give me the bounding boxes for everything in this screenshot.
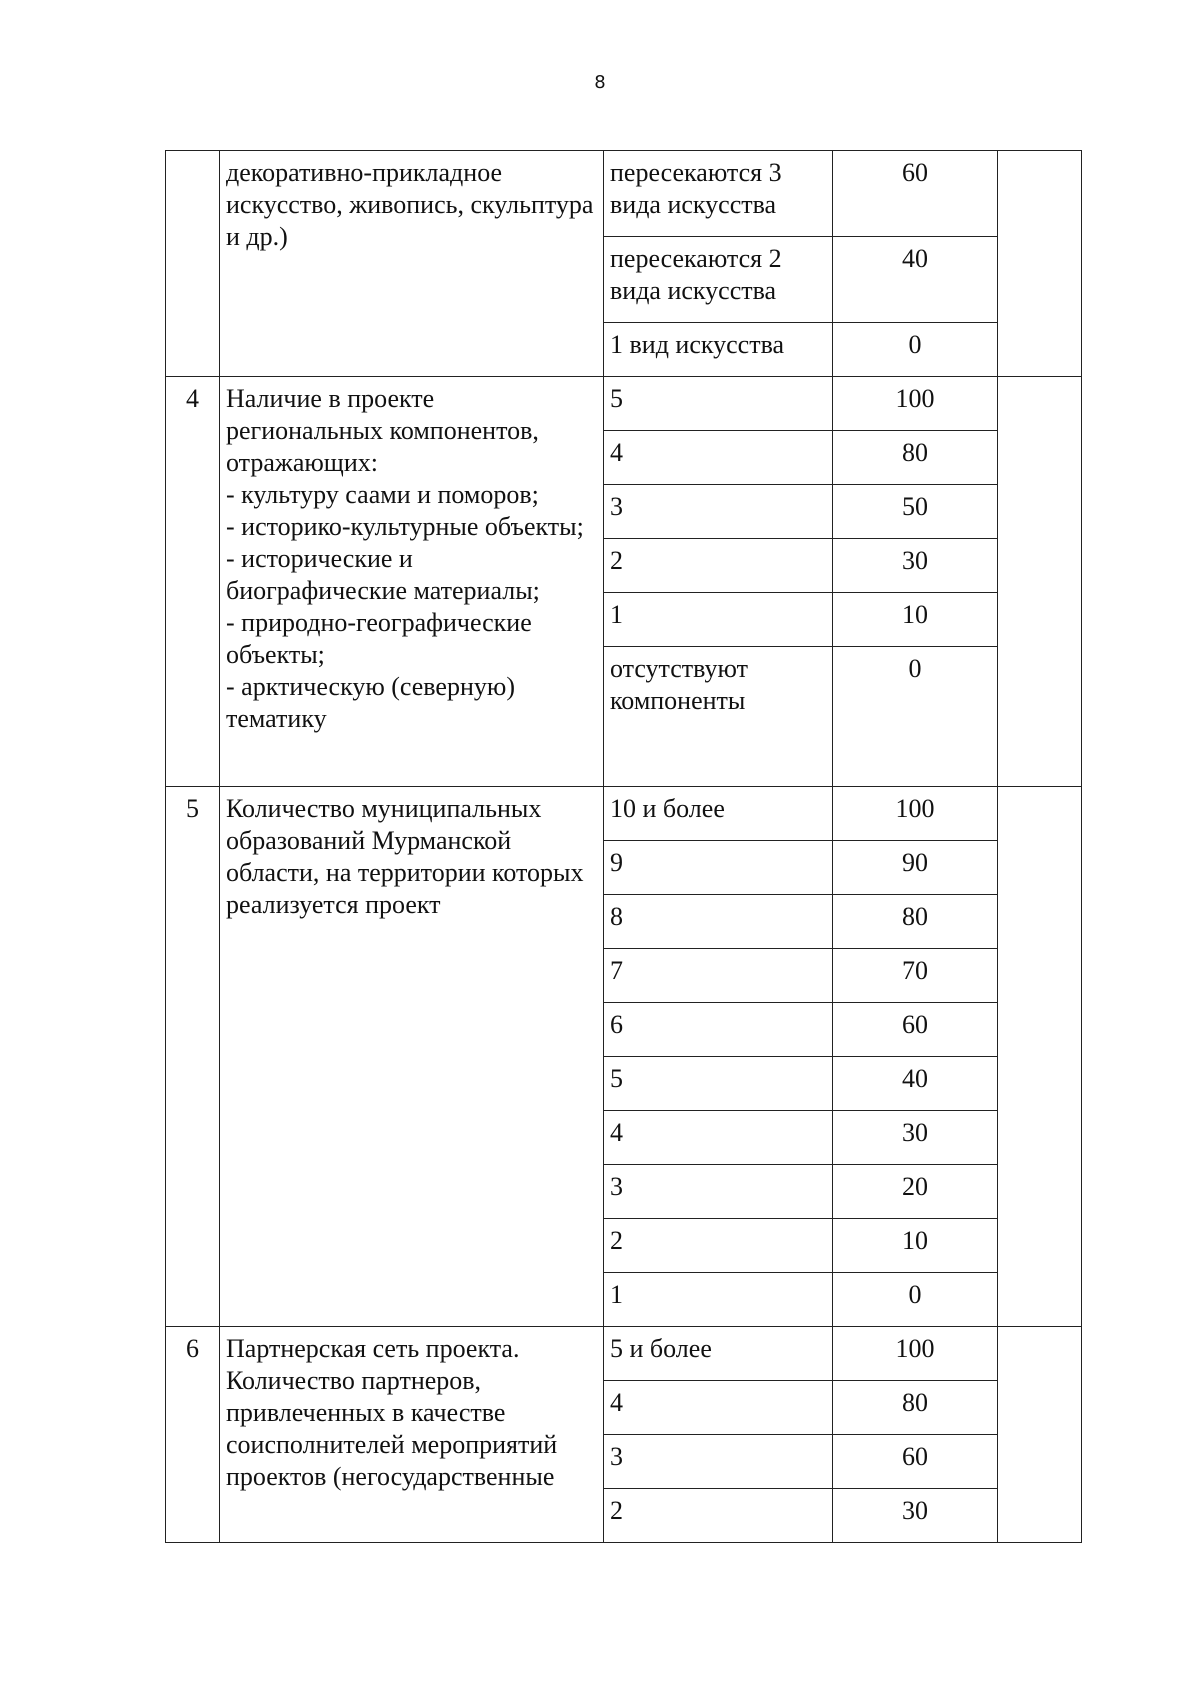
score-cell: 80: [833, 431, 998, 485]
condition-cell: 1: [604, 593, 833, 647]
condition-cell: 3: [604, 485, 833, 539]
condition-cell: 9: [604, 841, 833, 895]
score-cell: 20: [833, 1165, 998, 1219]
table-row: [166, 377, 1082, 431]
score-cell: 100: [833, 787, 998, 841]
condition-cell: 3: [604, 1165, 833, 1219]
condition-cell: 8: [604, 895, 833, 949]
score-cell: 30: [833, 1489, 998, 1543]
condition-cell: 2: [604, 1219, 833, 1273]
condition-cell: пересекаются 3 вида искусства: [604, 151, 833, 237]
blank-cell: [998, 1327, 1082, 1543]
score-cell: 40: [833, 237, 998, 323]
condition-cell: пересекаются 2 вида искусства: [604, 237, 833, 323]
condition-cell: 10 и более: [604, 787, 833, 841]
page-number: 8: [594, 72, 606, 93]
condition-cell: 2: [604, 539, 833, 593]
table-row: [166, 1327, 1082, 1381]
condition-cell: отсутствуют компоненты: [604, 647, 833, 787]
blank-cell: [998, 377, 1082, 787]
condition-cell: 6: [604, 1003, 833, 1057]
condition-cell: 1: [604, 1273, 833, 1327]
criterion-number: [166, 151, 220, 377]
score-cell: 10: [833, 1219, 998, 1273]
table-row: [166, 787, 1082, 841]
blank-cell: [998, 787, 1082, 1327]
score-cell: 0: [833, 1273, 998, 1327]
criteria-table: [165, 150, 1082, 1543]
score-cell: 30: [833, 1111, 998, 1165]
condition-cell: 4: [604, 431, 833, 485]
table-row: [166, 151, 1082, 237]
score-cell: 80: [833, 1381, 998, 1435]
criteria-table-container: [165, 150, 1081, 1543]
score-cell: 60: [833, 151, 998, 237]
score-cell: 30: [833, 539, 998, 593]
score-cell: 90: [833, 841, 998, 895]
condition-cell: 5: [604, 377, 833, 431]
score-cell: 80: [833, 895, 998, 949]
condition-cell: 4: [604, 1381, 833, 1435]
condition-cell: 4: [604, 1111, 833, 1165]
condition-cell: 2: [604, 1489, 833, 1543]
criterion-text: Партнерская сеть проекта. Количество партнеров, привлеченных в качестве соисполнителей мероприятий проектов (негосударственные: [220, 1327, 604, 1543]
score-cell: 50: [833, 485, 998, 539]
condition-cell: 1 вид искусства: [604, 323, 833, 377]
score-cell: 70: [833, 949, 998, 1003]
score-cell: 40: [833, 1057, 998, 1111]
criterion-text: Наличие в проекте региональных компонентов, отражающих: - культуру саами и поморов; - историко-культурные объекты; - исторические и биографические материалы; - природно-географические объекты; - арктическую (северную) тематику: [220, 377, 604, 787]
criterion-text: Количество муниципальных образований Мурманской области, на территории которых реализуется проект: [220, 787, 604, 1327]
score-cell: 100: [833, 1327, 998, 1381]
condition-cell: 3: [604, 1435, 833, 1489]
condition-cell: 5: [604, 1057, 833, 1111]
condition-cell: 7: [604, 949, 833, 1003]
score-cell: 100: [833, 377, 998, 431]
criterion-number: 5: [166, 787, 220, 1327]
score-cell: 60: [833, 1435, 998, 1489]
criterion-number: 6: [166, 1327, 220, 1543]
criterion-text: декоративно-прикладное искусство, живопись, скульптура и др.): [220, 151, 604, 377]
criterion-number: 4: [166, 377, 220, 787]
score-cell: 10: [833, 593, 998, 647]
score-cell: 0: [833, 323, 998, 377]
condition-cell: 5 и более: [604, 1327, 833, 1381]
score-cell: 0: [833, 647, 998, 787]
blank-cell: [998, 151, 1082, 377]
score-cell: 60: [833, 1003, 998, 1057]
